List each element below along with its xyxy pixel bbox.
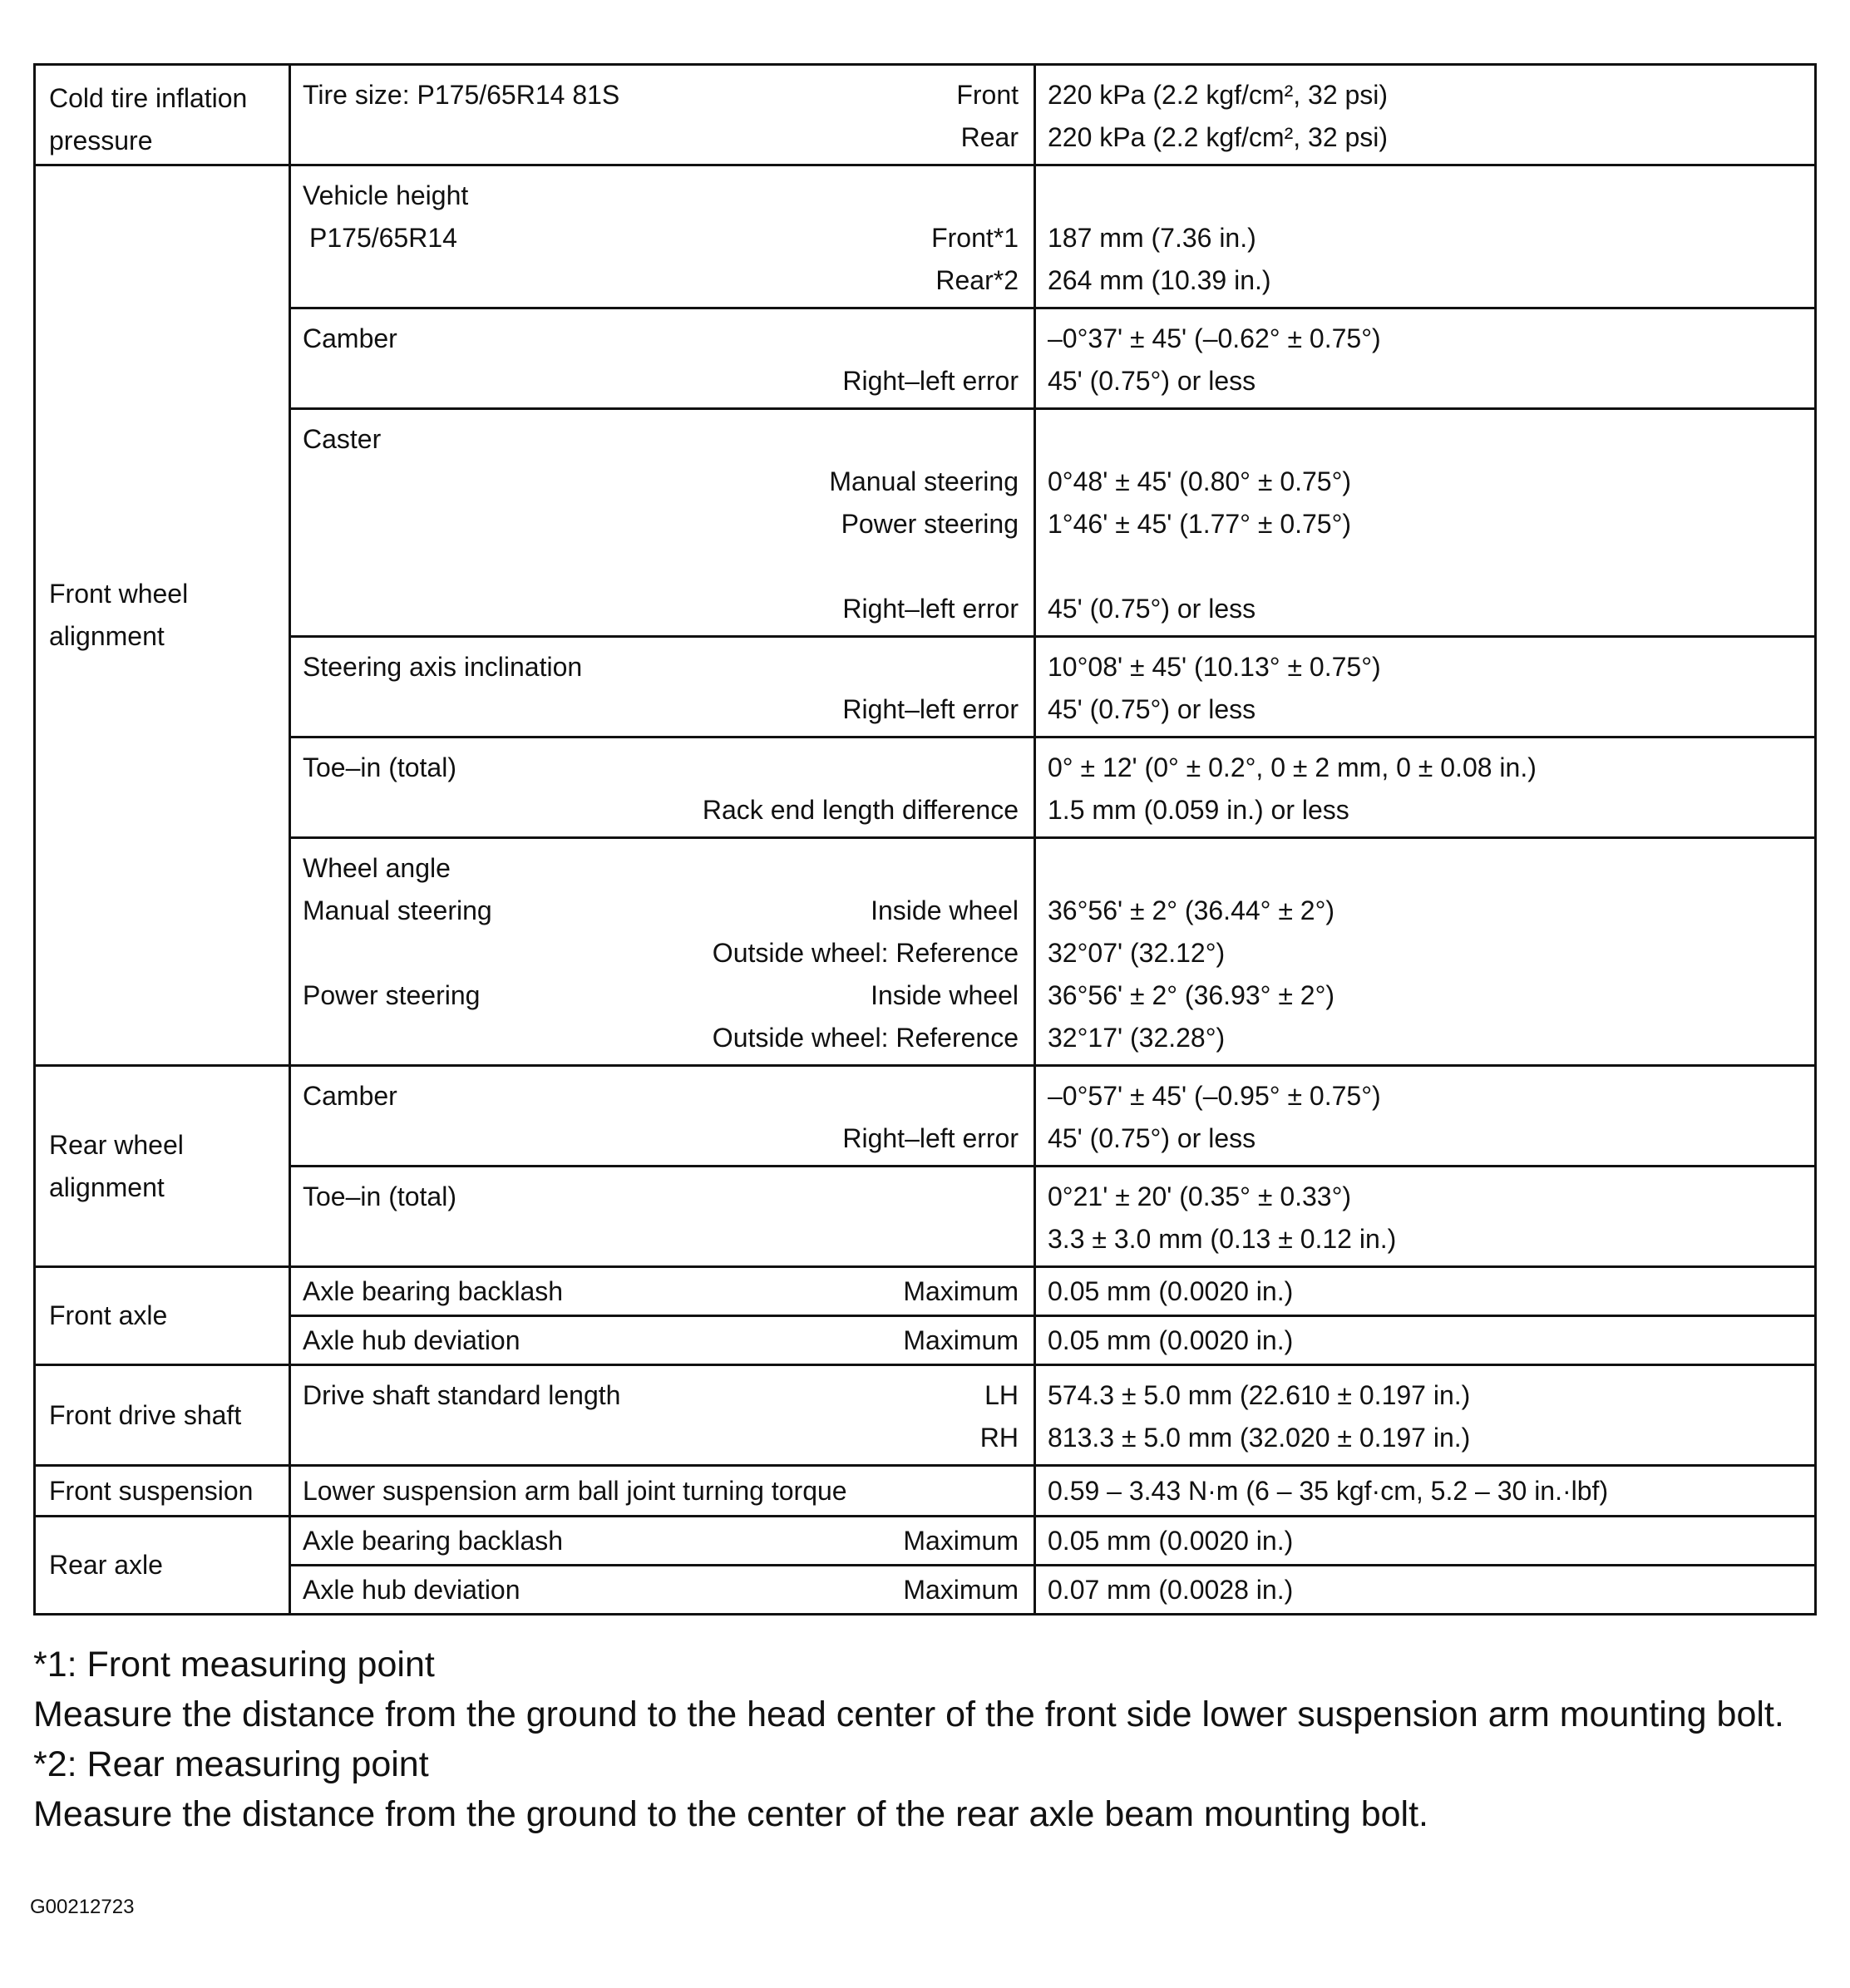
camber-value: –0°57' ± 45' (–0.95° ± 0.75°) [1048,1081,1381,1111]
param-label: Camber [303,1081,397,1111]
error-value: 45' (0.75°) or less [1048,594,1256,624]
lh-label: LH [984,1380,1019,1410]
param-cell [290,308,1035,409]
value-cell [1035,65,1816,165]
category-cell [35,1517,290,1615]
steering-axis-row [35,637,1816,737]
lh-value: 574.3 ± 5.0 mm (22.610 ± 0.197 in.) [1048,1380,1471,1410]
error-label: Right–left error [842,1123,1019,1153]
rh-label: RH [979,1423,1019,1453]
manual-outside-value: 32°07' (32.12°) [1048,938,1226,968]
outside-wheel-label: Outside wheel: Reference [712,938,1019,968]
category-cell [35,1466,290,1517]
manual-inside-value: 36°56' ± 2° (36.44° ± 2°) [1048,895,1335,925]
param-cell [290,165,1035,308]
param-cell [290,1066,1035,1167]
footnotes [33,1640,1829,1839]
rear-toe-in-row [35,1167,1816,1267]
inside-wheel-label: Inside wheel [871,895,1019,925]
hub-value: 0.07 mm (0.0028 in.) [1048,1575,1294,1605]
param-label: Axle hub deviation [303,1575,520,1605]
param-label: Wheel angle [303,853,451,883]
category-label: Front axle [49,1300,168,1330]
front-label: Front*1 [931,223,1019,253]
value-cell [1035,1066,1816,1167]
param-cell [290,637,1035,737]
value-cell [1035,637,1816,737]
category-label: Rear axle [49,1550,163,1580]
power-steering-label: Power steering [841,509,1019,539]
front-value: 187 mm (7.36 in.) [1048,223,1256,253]
front-label: Front [956,80,1019,110]
backlash-value: 0.05 mm (0.0020 in.) [1048,1526,1294,1556]
tire-size-label: P175/65R14 [309,223,457,253]
error-label: Right–left error [842,694,1019,724]
value-cell [1035,1316,1816,1365]
toe-in-value: 0° ± 12' (0° ± 0.2°, 0 ± 2 mm, 0 ± 0.08 in.) [1048,752,1537,782]
rack-label: Rack end length difference [702,795,1019,825]
front-axle-hub-row [35,1316,1816,1365]
note-1-title: *1: Front measuring point [33,1645,435,1685]
rear-axle-hub-row [35,1566,1816,1615]
camber-value: –0°37' ± 45' (–0.62° ± 0.75°) [1048,323,1381,353]
power-steering-label: Power steering [303,980,481,1010]
param-cell [290,737,1035,838]
toe-in-angle-value: 0°21' ± 20' (0.35° ± 0.33°) [1048,1181,1352,1211]
rear-axle-backlash-row [35,1517,1816,1566]
rh-value: 813.3 ± 5.0 mm (32.020 ± 0.197 in.) [1048,1423,1471,1453]
specification-table [33,63,1817,1616]
steering-axis-value: 10°08' ± 45' (10.13° ± 0.75°) [1048,652,1381,682]
error-label: Right–left error [842,366,1019,396]
power-outside-value: 32°17' (32.28°) [1048,1023,1226,1053]
category-cell [35,165,290,1066]
param-label: Lower suspension arm ball joint turning torque [303,1476,847,1506]
outside-wheel-label: Outside wheel: Reference [712,1023,1019,1053]
param-cell [290,1267,1035,1316]
param-label: Tire size: P175/65R14 81S [303,80,620,110]
param-cell [290,1316,1035,1365]
param-cell [290,65,1035,165]
manual-steering-label: Manual steering [303,895,492,925]
category-label: Cold tire inflation pressure [49,83,248,155]
vehicle-height-row [35,165,1816,308]
caster-row [35,409,1816,637]
rear-value: 264 mm (10.39 in.) [1048,265,1271,295]
toe-in-length-value: 3.3 ± 3.0 mm (0.13 ± 0.12 in.) [1048,1224,1397,1254]
param-label: Steering axis inclination [303,652,583,682]
note-2-title: *2: Rear measuring point [33,1744,429,1784]
figure-code: G00212723 [30,1896,135,1918]
category-cell [35,1267,290,1365]
suspension-row [35,1466,1816,1517]
power-value: 1°46' ± 45' (1.77° ± 0.75°) [1048,509,1352,539]
category-label: Front wheel alignment [49,579,189,651]
rear-value: 220 kPa (2.2 kgf/cm², 32 psi) [1048,122,1389,152]
rear-label: Rear [960,122,1019,152]
rack-value: 1.5 mm (0.059 in.) or less [1048,795,1349,825]
category-label: Front drive shaft [49,1399,242,1430]
param-label: Toe–in (total) [303,752,456,782]
param-label: Vehicle height [303,180,469,210]
param-label: Axle bearing backlash [303,1276,564,1306]
maximum-label: Maximum [903,1325,1019,1355]
value-cell [1035,409,1816,637]
error-value: 45' (0.75°) or less [1048,1123,1256,1153]
toe-in-row [35,737,1816,838]
power-inside-value: 36°56' ± 2° (36.93° ± 2°) [1048,980,1335,1010]
param-label: Camber [303,323,397,353]
value-cell [1035,1566,1816,1615]
front-value: 220 kPa (2.2 kgf/cm², 32 psi) [1048,80,1389,110]
category-cell [35,1066,290,1267]
manual-steering-label: Manual steering [829,466,1019,496]
maximum-label: Maximum [903,1575,1019,1605]
inside-wheel-label: Inside wheel [871,980,1019,1010]
param-cell [290,838,1035,1066]
note-2-text: Measure the distance from the ground to the center of the rear axle beam mounting bolt. [33,1794,1428,1834]
category-label: Rear wheel alignment [49,1129,184,1202]
param-label: Toe–in (total) [303,1181,456,1211]
front-axle-backlash-row [35,1267,1816,1316]
note-1-text: Measure the distance from the ground to the head center of the front side lower suspension arm mounting bolt. [33,1694,1784,1734]
torque-value: 0.59 – 3.43 N·m (6 – 35 kgf·cm, 5.2 – 30 in.·lbf) [1048,1476,1609,1506]
backlash-value: 0.05 mm (0.0020 in.) [1048,1276,1294,1306]
maximum-label: Maximum [903,1276,1019,1306]
error-label: Right–left error [842,594,1019,624]
hub-value: 0.05 mm (0.0020 in.) [1048,1325,1294,1355]
drive-shaft-row [35,1365,1816,1466]
param-label: Drive shaft standard length [303,1380,621,1410]
value-cell [1035,1517,1816,1566]
category-cell [35,65,290,165]
param-cell [290,1167,1035,1267]
param-cell [290,409,1035,637]
error-value: 45' (0.75°) or less [1048,694,1256,724]
rear-label: Rear*2 [935,265,1019,295]
param-label: Axle bearing backlash [303,1526,564,1556]
param-cell [290,1365,1035,1466]
value-cell [1035,1267,1816,1316]
param-cell [290,1566,1035,1615]
rear-camber-row [35,1066,1816,1167]
value-cell [1035,1167,1816,1267]
wheel-angle-row [35,838,1816,1066]
param-cell [290,1466,1035,1517]
param-label: Caster [303,424,382,454]
value-cell [1035,308,1816,409]
maximum-label: Maximum [903,1526,1019,1556]
category-cell [35,1365,290,1466]
category-label: Front suspension [49,1475,254,1506]
param-label: Axle hub deviation [303,1325,520,1355]
tire-pressure-row [35,65,1816,165]
value-cell [1035,737,1816,838]
camber-row [35,308,1816,409]
manual-value: 0°48' ± 45' (0.80° ± 0.75°) [1048,466,1352,496]
value-cell [1035,165,1816,308]
error-value: 45' (0.75°) or less [1048,366,1256,396]
value-cell [1035,1365,1816,1466]
value-cell [1035,838,1816,1066]
param-cell [290,1517,1035,1566]
value-cell [1035,1466,1816,1517]
